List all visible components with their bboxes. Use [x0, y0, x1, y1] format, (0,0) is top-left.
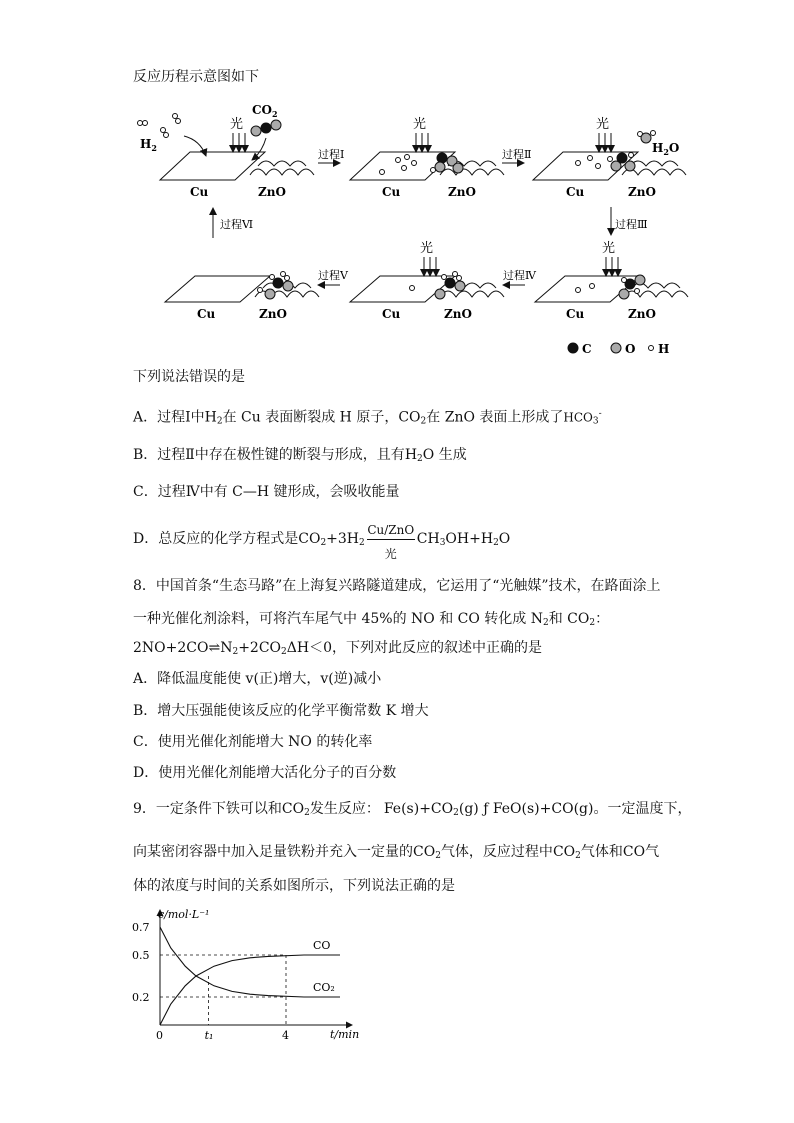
svg-text:ZnO: ZnO — [628, 307, 656, 321]
q9-line-1: 9．一定条件下铁可以和$CO_2$发生反应： $Fe(s)+CO_2(g)$ ƒ FeO(s)+CO(g)。一定温度下， — [133, 801, 692, 818]
x-tick-label: 4 — [282, 1029, 289, 1042]
q9-line-3: 体的浓度与时间的关系如图所示，下列说法正确的是 — [133, 878, 455, 894]
h2o-label: $H_2O$ — [652, 141, 680, 157]
svg-text:Cu: Cu — [566, 307, 585, 321]
q8-option-d: D．使用光催化剂能增大活化分子的百分数 — [133, 765, 397, 781]
cu-plate — [160, 152, 265, 180]
intro-title: 反应历程示意图如下 — [133, 69, 259, 85]
zno-label: ZnO — [258, 185, 286, 199]
svg-text:光: 光 — [596, 117, 610, 132]
q7-option-d: D．总反应的化学方程式是$CO_2+3H_2$ Cu/ZnO 光 $CH_3OH+H_2O$ — [133, 522, 511, 561]
co2-label: $CO_2$ — [252, 103, 278, 119]
q8-option-a: A．降低温度能使 v(正)增大，v(逆)减小 — [133, 671, 382, 687]
panel-3 — [533, 116, 686, 199]
x-tick-label: 0 — [156, 1029, 163, 1042]
panel-5 — [350, 240, 504, 321]
q9-line-2: 向某密闭容器中加入足量铁粉并充入一定量的$CO_2$气体，反应过程中$CO_2$气体和CO气 — [133, 844, 660, 861]
legend — [568, 342, 669, 356]
process-5-label: 过程Ⅴ — [318, 269, 348, 282]
zno-surface — [250, 169, 314, 175]
q7-option-c: C．过程Ⅳ中有 C—H 键形成，会吸收能量 — [133, 484, 400, 500]
y-axis-label: c/mol·L⁻¹ — [158, 908, 210, 921]
svg-text:ZnO: ZnO — [444, 307, 472, 321]
q8-option-b: B．增大压强能使该反应的化学平衡常数 K 增大 — [133, 703, 429, 719]
svg-text:Cu: Cu — [566, 185, 585, 199]
svg-text:光: 光 — [602, 241, 616, 256]
o-atom — [251, 126, 261, 136]
series-label: CO₂ — [313, 981, 335, 994]
q8-line-1: 8．中国首条“生态马路”在上海复兴路隧道建成，它运用了“光触媒”技术，在路面涂上 — [133, 578, 661, 594]
reaction-mechanism-diagram — [0, 0, 794, 370]
svg-text:光: 光 — [413, 117, 427, 132]
svg-text:ZnO: ZnO — [259, 307, 287, 321]
panel-1 — [138, 103, 315, 199]
q8-line-2: 一种光催化剂涂料，可将汽车尾气中 45%的 NO 和 CO 转化成 $N_2$和 $CO_2$： — [133, 611, 610, 628]
panel-4 — [535, 240, 688, 321]
y-tick-label: 0.5 — [132, 949, 150, 962]
svg-text:H: H — [658, 342, 670, 356]
h-atom — [138, 121, 143, 126]
q7-option-b: B．过程Ⅱ中存在极性键的断裂与形成，且有$H_2O$ 生成 — [133, 447, 467, 464]
q8-line-3: $2NO+2CO\rightleftharpoons N_2+2CO_2\Delta H<0$，下列对此反应的叙述中正确的是 — [133, 640, 542, 657]
svg-text:O: O — [625, 342, 636, 356]
q7-stem: 下列说法错误的是 — [133, 369, 245, 385]
svg-text:Cu: Cu — [382, 185, 401, 199]
x-axis-label: t/min — [330, 1028, 360, 1041]
process-6-label: 过程Ⅵ — [220, 218, 254, 231]
h2-label: $H_2$ — [140, 137, 157, 153]
y-tick-label: 0.2 — [132, 991, 150, 1004]
q7-option-a: A．过程Ⅰ中$H_2$在 Cu 表面断裂成 H 原子，$CO_2$在 ZnO 表面上形成了$HCO_3^-$ — [133, 409, 602, 427]
svg-text:Cu: Cu — [382, 307, 401, 321]
light-label: 光 — [230, 117, 244, 132]
svg-text:ZnO: ZnO — [628, 185, 656, 199]
concentration-time-chart — [120, 900, 380, 1045]
series-label: CO — [313, 939, 331, 952]
panel-6 — [165, 272, 319, 322]
c-atom — [261, 123, 271, 133]
svg-text:ZnO: ZnO — [448, 185, 476, 199]
panel-2 — [350, 116, 504, 199]
process-3-label: 过程Ⅲ — [615, 218, 648, 231]
cu-label: Cu — [190, 185, 209, 199]
process-4-label: 过程Ⅳ — [503, 269, 536, 282]
svg-text:C: C — [582, 342, 592, 356]
process-1-label: 过程Ⅰ — [318, 148, 345, 161]
svg-text:Cu: Cu — [197, 307, 216, 321]
q8-option-c: C．使用光催化剂能增大 NO 的转化率 — [133, 734, 373, 750]
y-tick-label: 0.7 — [132, 921, 150, 934]
process-2-label: 过程Ⅱ — [502, 148, 532, 161]
x-tick-label: t₁ — [204, 1029, 214, 1042]
svg-text:光: 光 — [420, 241, 434, 256]
